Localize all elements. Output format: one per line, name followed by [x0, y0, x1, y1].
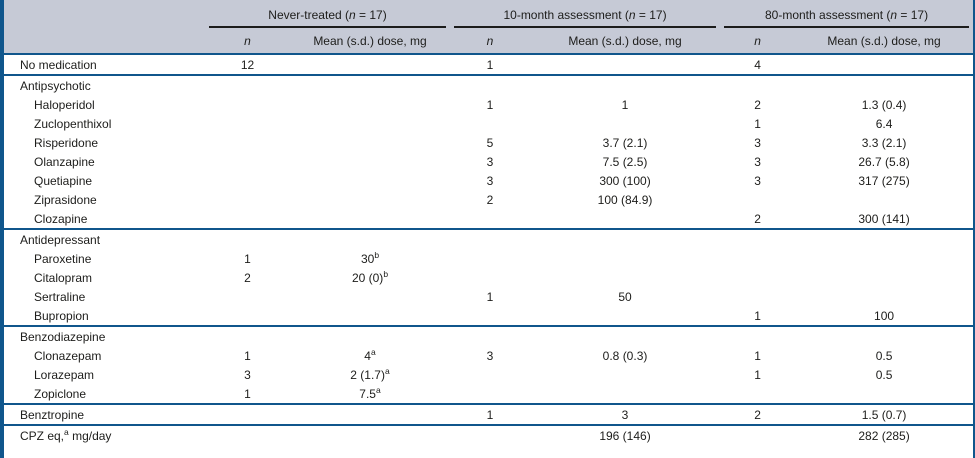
cell-10-month-mean	[530, 268, 720, 287]
table-row	[4, 114, 973, 133]
table-row	[4, 209, 973, 229]
cell-80-month-n	[720, 425, 795, 445]
cell-80-month-n: 1	[754, 308, 761, 323]
cell-never-n	[205, 190, 290, 209]
cell-80-month-n	[720, 75, 795, 95]
label-column-header	[4, 0, 205, 54]
table-row	[4, 425, 973, 445]
cell-80-month-n	[720, 229, 795, 249]
cell-10-month-mean: 50	[618, 289, 632, 304]
table-row	[4, 249, 973, 268]
cell-never-mean	[290, 133, 450, 152]
row-label: Antipsychotic	[4, 75, 205, 95]
table-row	[4, 54, 973, 75]
table-row	[4, 95, 973, 114]
row-label: Benztropine	[4, 404, 205, 425]
row-label: Lorazepam	[34, 367, 95, 382]
cell-10-month-n: 1	[486, 97, 494, 112]
cell-10-month-n	[450, 75, 530, 95]
cell-10-month-n	[450, 114, 530, 133]
group-header-row	[4, 0, 973, 28]
cell-10-month-n	[450, 268, 530, 287]
cell-never-n	[205, 152, 290, 171]
row-label: Ziprasidone	[34, 192, 97, 207]
cell-80-month-mean: 6.4	[875, 116, 893, 131]
cell-never-mean	[290, 171, 450, 190]
cell-80-month-n: 2	[754, 97, 761, 112]
group-label-suffix: = 17)	[635, 8, 667, 22]
cell-never-n	[205, 75, 290, 95]
cell-80-month-n: 3	[754, 154, 761, 169]
cell-80-month-mean	[795, 249, 973, 268]
cell-10-month-n: 3	[486, 173, 494, 188]
subheader-mean-10-month: Mean (s.d.) dose, mg	[530, 28, 720, 54]
group-header-80-month	[720, 0, 973, 28]
subheader-mean-80-month: Mean (s.d.) dose, mg	[795, 28, 973, 54]
cell-80-month-mean: 100	[874, 308, 895, 323]
cell-10-month-n	[450, 326, 530, 346]
table-row	[4, 346, 973, 365]
table-row	[4, 326, 973, 346]
cell-10-month-mean: 100 (84.9)	[597, 192, 653, 207]
cell-never-n	[205, 306, 290, 326]
table-row	[4, 229, 973, 249]
cell-80-month-mean: 0.5	[875, 367, 893, 382]
cell-80-month-mean	[795, 54, 973, 75]
cell-never-mean	[290, 287, 450, 306]
cell-never-mean	[290, 209, 450, 229]
cell-80-month-n	[720, 326, 795, 346]
cell-10-month-mean: 3	[530, 404, 720, 425]
cell-never-n: 12	[205, 54, 290, 75]
cell-10-month-n: 3	[486, 348, 494, 363]
group-header-10-month	[450, 0, 720, 28]
cell-never-mean	[290, 75, 450, 95]
row-label: Risperidone	[34, 135, 99, 150]
cell-never-mean	[290, 306, 450, 326]
cell-80-month-n: 3	[754, 135, 761, 150]
cell-80-month-mean: 1.5 (0.7)	[795, 404, 973, 425]
table-row	[4, 268, 973, 287]
cell-80-month-n	[720, 190, 795, 209]
cell-never-n: 3	[244, 367, 251, 382]
cell-80-month-n	[720, 249, 795, 268]
subheader-n-never: n	[205, 28, 290, 54]
cell-never-n	[205, 425, 290, 445]
cell-10-month-mean	[530, 306, 720, 326]
cell-never-mean	[290, 54, 450, 75]
cell-10-month-mean	[530, 229, 720, 249]
cell-10-month-n: 1	[450, 54, 530, 75]
group-header-never-treated	[205, 0, 450, 28]
group-label-text: Never-treated (	[268, 8, 349, 22]
group-label-text: 80-month assessment (	[764, 8, 891, 22]
cell-10-month-mean: 0.8 (0.3)	[602, 348, 648, 363]
cell-never-mean	[290, 326, 450, 346]
cell-10-month-n	[450, 249, 530, 268]
cell-10-month-mean	[530, 326, 720, 346]
cell-10-month-mean: 1	[621, 97, 629, 112]
group-underline	[454, 5, 716, 28]
group-label-suffix: = 17)	[897, 8, 929, 22]
cell-10-month-mean: 7.5 (2.5)	[602, 154, 648, 169]
cell-80-month-n: 1	[754, 367, 761, 382]
row-label: Zopiclone	[34, 386, 87, 401]
cell-never-n	[205, 209, 290, 229]
group-label-suffix: = 17)	[355, 8, 387, 22]
cell-80-month-n	[720, 287, 795, 306]
cell-never-n	[205, 287, 290, 306]
cell-80-month-n: 1	[754, 116, 761, 131]
cell-80-month-n: 1	[754, 348, 761, 363]
cell-never-n	[205, 326, 290, 346]
group-underline	[724, 5, 969, 28]
cell-never-mean: 20 $(0)^b$	[351, 268, 389, 285]
table-header	[4, 0, 973, 54]
cell-80-month-mean: 3.3 (2.1)	[861, 135, 907, 150]
row-label: Sertraline	[34, 289, 86, 304]
cell-10-month-n	[450, 365, 530, 384]
cell-80-month-mean	[795, 75, 973, 95]
cell-never-n: 1	[244, 348, 251, 363]
cell-never-mean	[290, 152, 450, 171]
group-label-n: n	[890, 8, 898, 22]
table-row	[4, 365, 973, 384]
cell-10-month-n: 3	[486, 154, 494, 169]
table-row	[4, 287, 973, 306]
cell-10-month-mean: 196 (146)	[530, 425, 720, 445]
row-label: Paroxetine	[34, 251, 92, 266]
cell-80-month-mean: 26.7 (5.8)	[858, 154, 910, 169]
subheader-mean-never: Mean (s.d.) dose, mg	[290, 28, 450, 54]
cell-never-mean	[290, 229, 450, 249]
cell-80-month-mean: 317 (275)	[858, 173, 910, 188]
cell-10-month-mean: 3.7 (2.1)	[602, 135, 648, 150]
cell-never-mean	[290, 404, 450, 425]
cell-never-n	[205, 114, 290, 133]
row-label: Haloperidol	[34, 97, 95, 112]
cell-never-mean	[290, 425, 450, 445]
cell-never-n: 1	[244, 251, 251, 266]
cell-80-month-n: 2	[754, 211, 761, 226]
group-label-text: 10-month assessment (	[503, 8, 629, 22]
row-label: Clozapine	[34, 211, 88, 226]
row-label: Clonazepam	[34, 348, 102, 363]
cell-10-month-n	[450, 229, 530, 249]
cell-10-month-mean	[530, 54, 720, 75]
row-label: Bupropion	[34, 308, 89, 323]
table-row	[4, 306, 973, 326]
cell-never-n: 1	[244, 386, 251, 401]
cell-10-month-mean	[530, 384, 720, 404]
cell-10-month-n	[450, 306, 530, 326]
table-row	[4, 171, 973, 190]
row-label: CPZ eq,$^a$ mg/day	[4, 425, 205, 445]
cell-80-month-mean	[795, 190, 973, 209]
table-row	[4, 152, 973, 171]
table-row	[4, 75, 973, 95]
cell-80-month-mean	[795, 287, 973, 306]
cell-80-month-n: 4	[720, 54, 795, 75]
cell-10-month-mean	[530, 75, 720, 95]
table-row	[4, 133, 973, 152]
subheader-n-10-month: n	[450, 28, 530, 54]
cell-never-mean: 30$^b$	[360, 249, 380, 266]
cell-never-mean	[290, 114, 450, 133]
cell-80-month-mean	[795, 229, 973, 249]
cell-never-mean	[290, 95, 450, 114]
row-label: No medication	[4, 54, 205, 75]
cell-never-n	[205, 229, 290, 249]
cell-80-month-mean: 0.5	[875, 348, 893, 363]
medication-dose-table	[4, 0, 973, 445]
group-label-n: n	[349, 8, 356, 22]
row-label: Quetiapine	[34, 173, 93, 188]
row-label: Citalopram	[34, 270, 93, 285]
row-label: Olanzapine	[34, 154, 95, 169]
cell-never-mean: 2 $(1.7)^a$	[350, 365, 390, 382]
cell-80-month-mean: 1.3 (0.4)	[861, 97, 907, 112]
cell-80-month-mean	[795, 326, 973, 346]
cell-10-month-mean	[530, 209, 720, 229]
cell-80-month-mean	[795, 384, 973, 404]
cell-never-n	[205, 404, 290, 425]
cell-never-mean: 4$^a$	[364, 346, 376, 363]
row-label: Benzodiazepine	[4, 326, 205, 346]
cell-80-month-n: 2	[720, 404, 795, 425]
cell-never-mean: 7.5$^a$	[359, 384, 381, 401]
group-label-n: n	[628, 8, 636, 22]
cell-never-n: 2	[244, 270, 251, 285]
cell-10-month-n: 1	[450, 404, 530, 425]
cell-never-n	[205, 133, 290, 152]
cell-never-n	[205, 95, 290, 114]
row-label: Zuclopenthixol	[34, 116, 112, 131]
cell-80-month-mean: 282 (285)	[795, 425, 973, 445]
cell-10-month-n	[450, 384, 530, 404]
cell-10-month-n: 2	[486, 192, 494, 207]
cell-never-mean	[290, 190, 450, 209]
table-row	[4, 384, 973, 404]
cell-80-month-n	[720, 268, 795, 287]
group-underline	[209, 5, 446, 28]
row-label: Antidepressant	[4, 229, 205, 249]
cell-80-month-mean: 300 (141)	[858, 211, 910, 226]
cell-10-month-mean	[530, 365, 720, 384]
subheader-n-80-month: n	[720, 28, 795, 54]
cell-10-month-n	[450, 209, 530, 229]
cell-80-month-n: 3	[754, 173, 761, 188]
cell-10-month-n: 5	[486, 135, 494, 150]
table-row	[4, 190, 973, 209]
cell-10-month-n: 1	[486, 289, 494, 304]
cell-10-month-mean	[530, 114, 720, 133]
table-body	[4, 54, 973, 445]
cell-10-month-mean	[530, 249, 720, 268]
table-row	[4, 404, 973, 425]
cell-10-month-mean: 300 (100)	[599, 173, 651, 188]
cell-80-month-n	[720, 384, 795, 404]
cell-80-month-mean	[795, 268, 973, 287]
cell-10-month-n	[450, 425, 530, 445]
cell-never-n	[205, 171, 290, 190]
